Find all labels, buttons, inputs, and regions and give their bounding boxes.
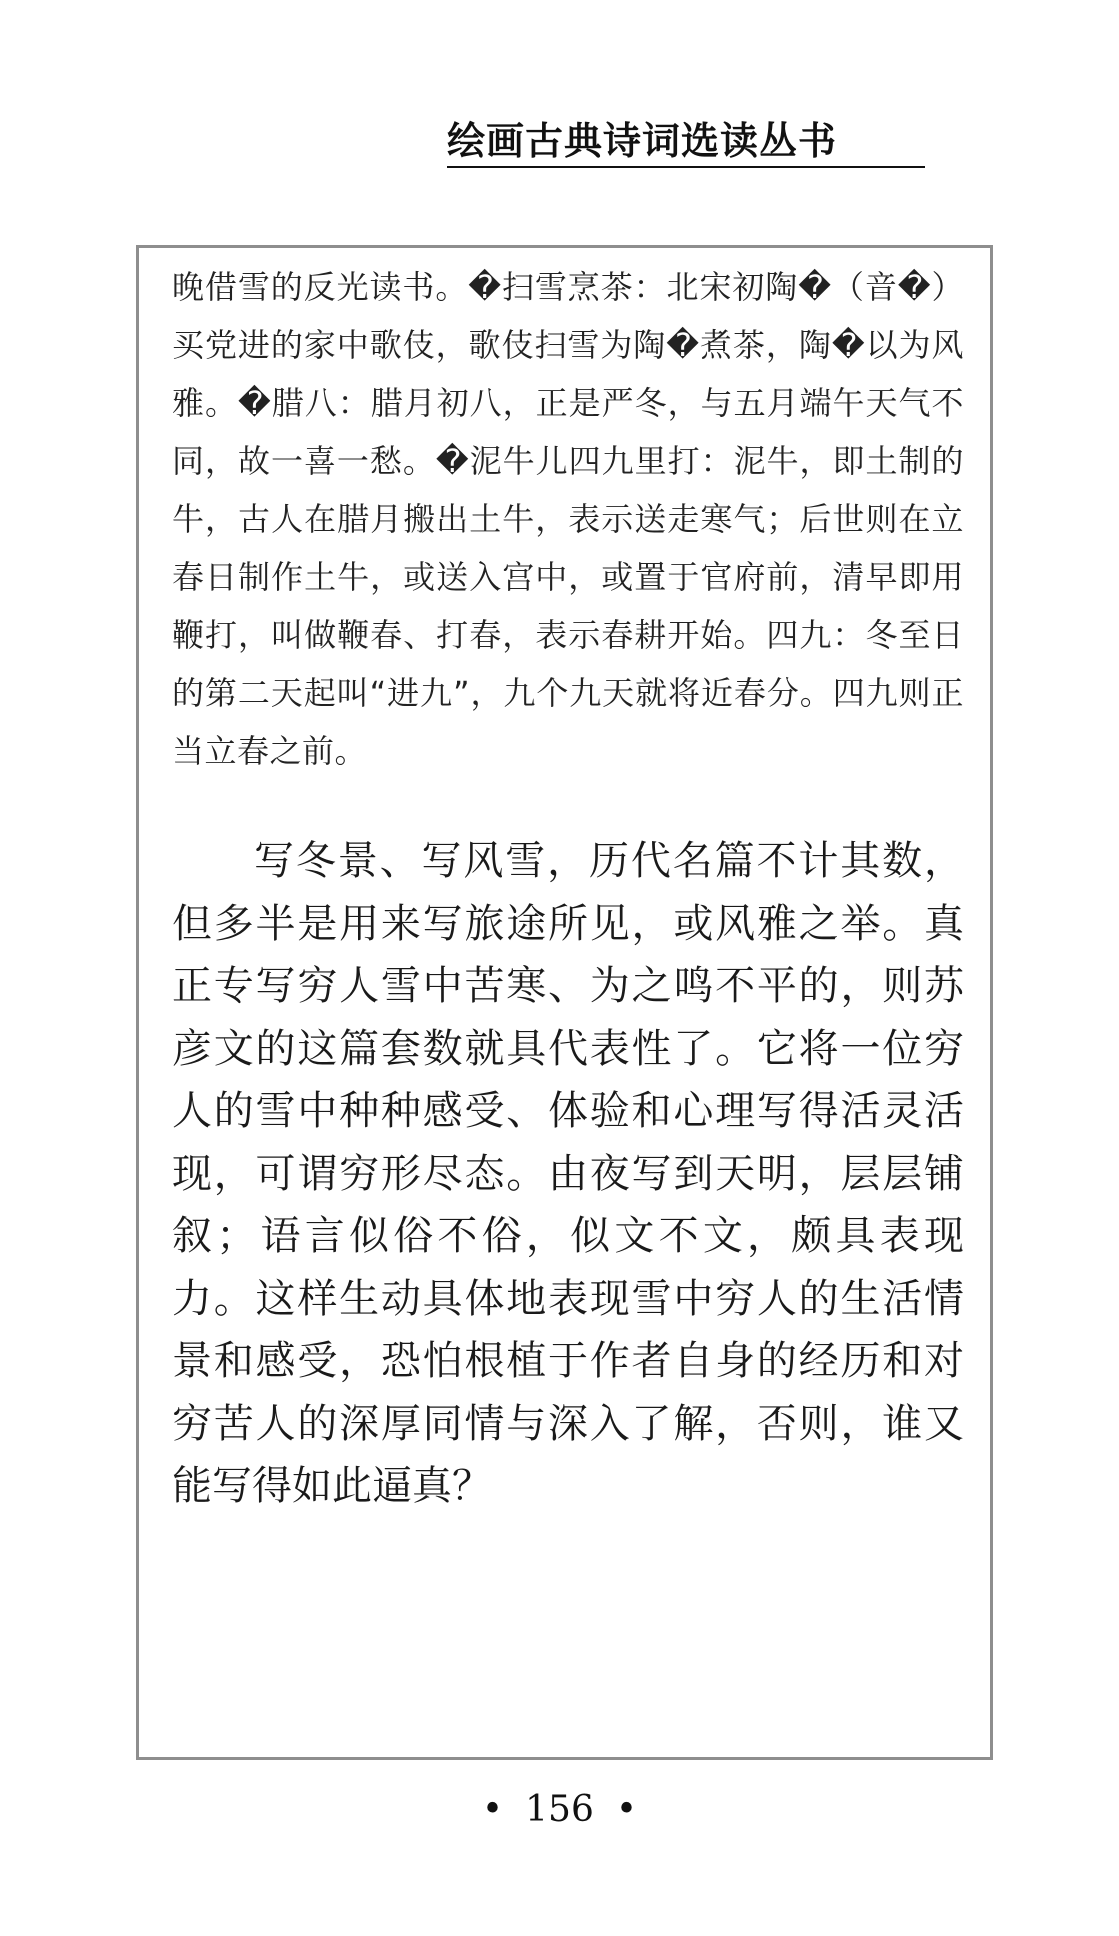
series-title: 绘画古典诗词选读丛书 <box>447 118 925 168</box>
page-footer <box>0 1786 1119 1834</box>
footer-bullet-left: • <box>481 1789 504 1830</box>
annotation-notes: 晚借雪的反光读书。�扫雪烹茶：北宋初陶�（音�）买党进的家中歌伎，歌伎扫雪为陶�煮茶，陶�以为风雅。�腊八：腊月初八，正是严冬，与五月端午天气不同，故一喜一愁。�泥牛儿四九里打：泥牛，即土制的牛，古人在腊月搬出土牛，表示送走寒气；后世则在立春日制作土牛，或送入宫中，或置于官府前，清早即用鞭打，叫做鞭春、打春，表示春耕开始。四九：冬至日的第二天起叫“进九”，九个九天就将近春分。四九则正当立春之前。 <box>172 268 964 770</box>
commentary-paragraph: 写冬景、写风雪，历代名篇不计其数，但多半是用来写旅途所见，或风雅之举。真正专写穷人雪中苦寒、为之鸣不平的，则苏彦文的这篇套数就具代表性了。它将一位穷人的雪中种种感受、体验和心理写得活灵活现，可谓穷形尽态。由夜写到天明，层层铺叙；语言似俗不俗，似文不文，颇具表现力。这样生动具体地表现雪中穷人的生活情景和感受，恐怕根植于作者自身的经历和对穷苦人的深厚同情与深入了解，否则，谁又能写得如此逼真？ <box>172 838 964 1509</box>
footer-bullet-right: • <box>615 1789 638 1830</box>
page-number: 156 <box>525 1789 594 1830</box>
